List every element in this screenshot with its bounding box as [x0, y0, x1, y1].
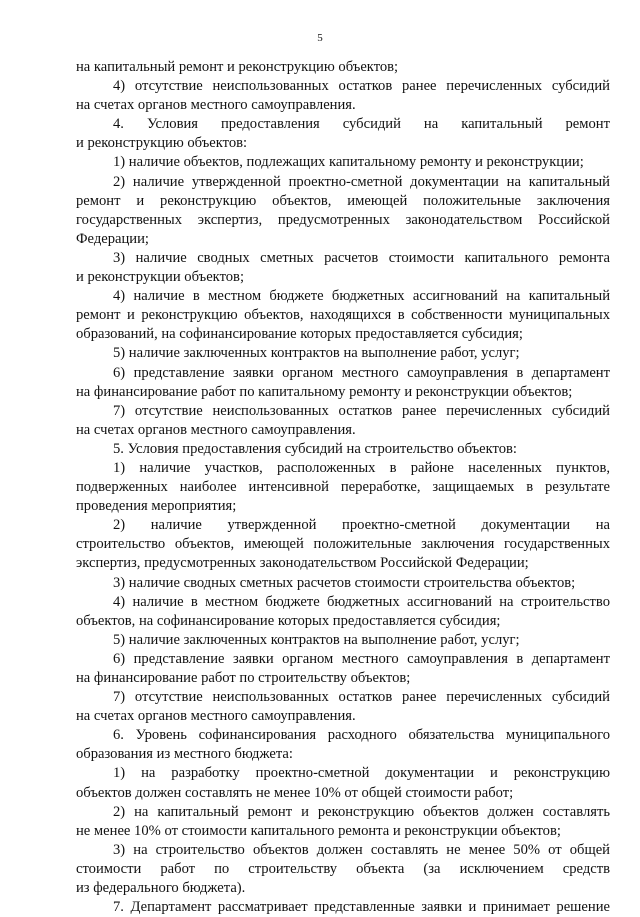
- text-line: объектов должен составлять не менее 10% от общей стоимости работ;: [76, 784, 514, 801]
- text-line: 6) представление заявки органом местного самоуправления в департамент: [113, 650, 610, 667]
- text-line: ремонт и реконструкцию объектов, находящихся в собственности муниципальных: [76, 307, 610, 324]
- text-line: 3) на строительство объектов должен составлять не менее 50% от общей: [113, 841, 610, 858]
- text-line: 2) на капитальный ремонт и реконструкцию объектов должен составлять: [113, 803, 610, 820]
- text-line: 2) наличие утвержденной проектно-сметной документации на капитальный: [113, 173, 610, 190]
- text-line: на счетах органов местного самоуправления.: [76, 97, 356, 114]
- text-line: 6) представление заявки органом местного самоуправления в департамент: [113, 364, 610, 381]
- text-line: 1) наличие участков, расположенных в районе населенных пунктов,: [113, 459, 610, 476]
- text-line: 4) отсутствие неиспользованных остатков ранее перечисленных субсидий: [113, 78, 610, 95]
- text-line: 5) наличие заключенных контрактов на выполнение работ, услуг;: [113, 345, 520, 362]
- text-line: 7. Департамент рассматривает представленные заявки и принимает решение: [113, 899, 610, 916]
- text-line: на счетах органов местного самоуправления.: [76, 708, 356, 725]
- text-line: из федерального бюджета).: [76, 880, 246, 897]
- text-line: 7) отсутствие неиспользованных остатков ранее перечисленных субсидий: [113, 689, 610, 706]
- text-line: 1) на разработку проектно-сметной документации и реконструкцию: [113, 765, 610, 782]
- text-line: 2) наличие утвержденной проектно-сметной документации на: [113, 517, 610, 534]
- text-line: 4) наличие в местном бюджете бюджетных ассигнований на капитальный: [113, 288, 610, 305]
- document-body: [76, 58, 610, 917]
- text-line: на счетах органов местного самоуправления.: [76, 421, 356, 438]
- text-line: и реконструкции объектов;: [76, 269, 244, 286]
- text-line: на финансирование работ по строительству объектов;: [76, 670, 411, 686]
- text-line: 4) наличие в местном бюджете бюджетных ассигнований на строительство: [113, 593, 610, 610]
- text-line: ремонт и реконструкцию объектов, имеющей положительные заключения: [76, 192, 610, 209]
- text-line: строительство объектов, имеющей положительные заключения государственных: [76, 536, 610, 553]
- text-line: Федерации;: [76, 230, 149, 247]
- text-line: 3) наличие сводных сметных расчетов стоимости строительства объектов;: [113, 574, 576, 591]
- text-line: государственных экспертиз, предусмотренных законодательством Российской: [76, 211, 610, 228]
- text-line: 4. Условия предоставления субсидий на капитальный ремонт: [113, 116, 610, 133]
- text-line: 7) отсутствие неиспользованных остатков ранее перечисленных субсидий: [113, 402, 610, 419]
- text-line: экспертиз, предусмотренных законодательством Российской Федерации;: [76, 555, 529, 572]
- text-line: образования из местного бюджета:: [76, 746, 293, 763]
- text-line: 6. Уровень софинансирования расходного обязательства муниципального: [113, 727, 610, 744]
- text-line: образований, на софинансирование которых предоставляется субсидия;: [76, 326, 523, 343]
- text-line: подверженных наиболее интенсивной переработке, защищаемых в результате: [76, 479, 610, 496]
- text-line: 3) наличие сводных сметных расчетов стоимости капитального ремонта: [113, 249, 610, 266]
- text-line: не менее 10% от стоимости капитального ремонта и реконструкции объектов;: [76, 822, 561, 839]
- text-line: и реконструкцию объектов:: [76, 135, 248, 152]
- text-line: 1) наличие объектов, подлежащих капитальному ремонту и реконструкции;: [113, 154, 584, 171]
- text-line: на финансирование работ по капитальному ремонту и реконструкции объектов;: [76, 383, 573, 400]
- page-number: 5: [317, 32, 323, 44]
- text-line: проведения мероприятия;: [76, 498, 237, 515]
- text-line: на капитальный ремонт и реконструкцию объектов;: [76, 59, 399, 75]
- text-line: 5. Условия предоставления субсидий на строительство объектов:: [113, 440, 517, 457]
- text-line: объектов, на софинансирование которых предоставляется субсидия;: [76, 612, 501, 629]
- text-line: 5) наличие заключенных контрактов на выполнение работ, услуг;: [113, 631, 520, 648]
- text-line: стоимости работ по строительству объекта (за исключением средств: [76, 860, 610, 877]
